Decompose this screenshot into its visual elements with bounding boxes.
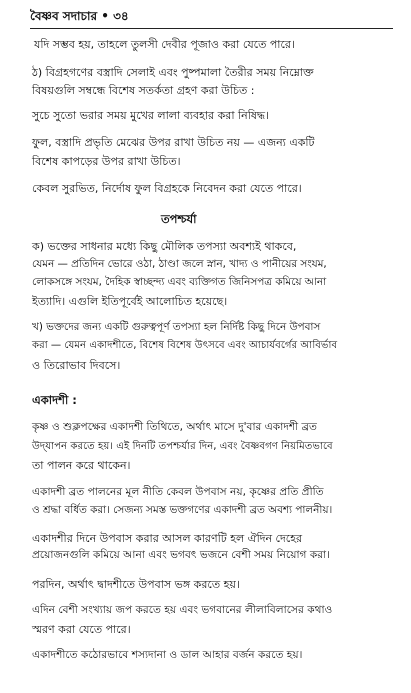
text-line: উদ্‌যাপন করতে হয়। এই দিনটি তপশ্চর্যার দিন, এবং বৈষ্ণবগণ নিয়মিতভাবে xyxy=(32,441,333,452)
text-line: বিষয়গুলি সম্বন্ধে বিশেষ সতর্কতা গ্রহণ করা উচিত : xyxy=(32,84,255,97)
text-line: ইত্যাদি। এগুলি ইতিপূর্বেই আলোচিত হয়েছে। xyxy=(32,295,228,308)
section-heading-ekadashi: একাদশী : xyxy=(32,393,77,407)
running-header: বৈষ্ণব সদাচার • ৩৪ xyxy=(30,9,129,23)
text-line: তা পালন করে থাকেন। xyxy=(32,459,131,472)
text-line: ক) ভক্তের সাধনার মধ্যে কিছু মৌলিক তপস্যা অবশ্যই থাকবে, xyxy=(32,240,297,253)
text-line: পরদিন, অর্থাৎ দ্বাদশীতে উপবাস ভঙ্গ করতে হয়। xyxy=(32,578,240,591)
text-line: যদি সম্ভব হয়, তাহলে তুলসী দেবীর পূজাও করা যেতে পারে। xyxy=(34,38,295,51)
text-line: স্মরণ করা যেতে পারে। xyxy=(32,623,131,636)
text-line: কৃষ্ণ ও শুক্লপক্ষের একাদশী তিথিতে, অর্থাৎ মাসে দু'বার একাদশী ব্রত xyxy=(32,421,317,433)
text-line: একাদশীতে কঠোরভাবে শস্যদানা ও ডাল আহার বর্জন করতে হয়। xyxy=(32,649,303,661)
text-line: সুচে সুতো ভরার সময় মুখের লালা ব্যবহার করা নিষিদ্ধ। xyxy=(32,109,269,122)
text-line: এদিন বেশী সংখ্যায় জপ করতে হয় এবং ভগবানের লীলাবিলাসের কথাও xyxy=(32,604,333,616)
text-line: একাদশী ব্রত পালনের মূল নীতি কেবল উপবাস নয়, কৃষ্ণের প্রতি প্রীতি xyxy=(32,486,324,498)
section-heading-tapascharya: তপশ্চর্যা xyxy=(161,212,197,226)
text-line: যেমন — প্রতিদিন ভোরে ওঠা, ঠাণ্ডা জলে স্নান, খাদ্য ও পানীয়ের সংযম, xyxy=(32,258,327,270)
text-line: ও শ্রদ্ধা বর্ধিত করা। সেজন্য সমস্ত ভক্তগণের একাদশী ব্রত অবশ্য পালনীয়। xyxy=(32,504,333,516)
text-line: প্রয়োজনগুলি কমিয়ে আনা এবং ভগবৎ ভজনে বেশী সময় নিয়োগ করা। xyxy=(32,549,330,561)
text-line: বিশেষ কাপড়ের উপর রাখা উচিত। xyxy=(32,155,181,168)
text-line: লোকসঙ্গে সংযম, দৈহিক স্বাচ্ছন্দ্য এবং ব্যক্তিগত জিনিসপত্র কমিয়ে আনা xyxy=(32,276,327,288)
text-line: করা — যেমন একাদশীতে, বিশেষ বিশেষ উৎসবে এবং আচার্যবর্গের আবির্ভাব xyxy=(32,340,338,351)
text-line: ঠ) বিগ্রহগণের বস্ত্রাদি সেলাই এবং পুষ্পমালা তৈরীর সময় নিম্নোক্ত xyxy=(32,66,314,79)
text-line: খ) ভক্তদের জন্য একটি গুরুত্বপূর্ণ তপস্যা হল নির্দিষ্ট কিছু দিনে উপবাস xyxy=(32,321,321,333)
text-line: কেবল সুরভিত, নির্দোষ ফুল বিগ্রহকে নিবেদন করা যেতে পারে। xyxy=(32,182,302,195)
text-line: ফুল, বস্ত্রাদি প্রভৃতি মেঝের উপর রাখা উচিত নয় — এজন্য একটি xyxy=(32,136,315,149)
header-rule xyxy=(30,28,393,29)
text-line: ও তিরোভাব দিবসে। xyxy=(32,359,121,372)
text-line: একাদশীর দিনে উপবাস করার আসল কারণটি হল ঐদিন দেহের xyxy=(32,532,303,545)
